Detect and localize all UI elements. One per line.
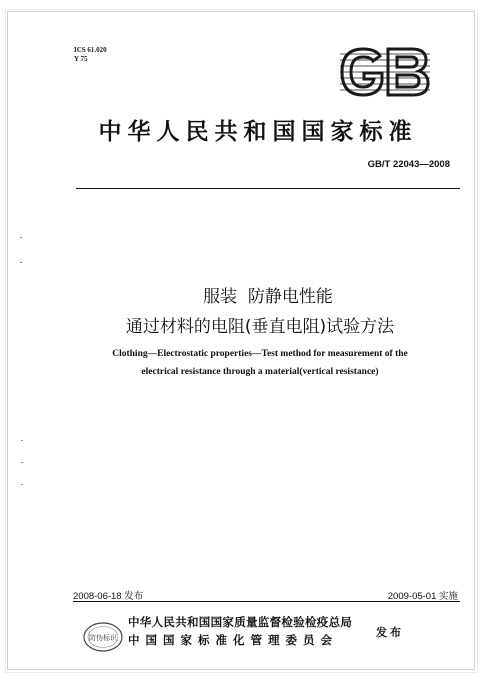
implementation-date: 2009-05-01 实施	[387, 591, 458, 602]
document-title-en-line1: Clothing—Electrostatic properties—Test method for measurement of the	[112, 349, 408, 359]
anti-counterfeit-seal	[82, 616, 124, 658]
seal-text: 防伪标识	[89, 634, 117, 642]
footer-divider	[73, 601, 460, 602]
publish-label: 发布	[376, 626, 404, 639]
scan-speck	[21, 484, 23, 485]
ics-code: ICS 61.020	[74, 46, 107, 54]
scan-speck	[21, 462, 23, 463]
issuer-aqsiq: 中华人民共和国国家质量监督检验检疫总局	[128, 615, 353, 629]
issuer-sac: 中国国家标准化管理委员会	[128, 633, 338, 647]
scan-speck	[21, 440, 23, 441]
standard-number: GB/T 22043—2008	[367, 159, 450, 170]
national-standard-heading: 中华人民共和国国家标准	[98, 118, 418, 145]
header-divider	[76, 188, 460, 189]
ccs-code: Y 75	[74, 55, 88, 63]
document-title-cn-line1: 服装 防静电性能	[203, 287, 333, 307]
document-page	[7, 11, 475, 670]
gb-logo	[336, 46, 432, 98]
issue-date: 2008-06-18 发布	[73, 591, 144, 602]
document-title-cn-line2: 通过材料的电阻(垂直电阻)试验方法	[125, 317, 395, 337]
scan-speck	[20, 237, 22, 238]
document-title-en-line2: electrical resistance through a material(vertical resistance)	[141, 367, 379, 377]
scan-speck	[20, 262, 22, 263]
